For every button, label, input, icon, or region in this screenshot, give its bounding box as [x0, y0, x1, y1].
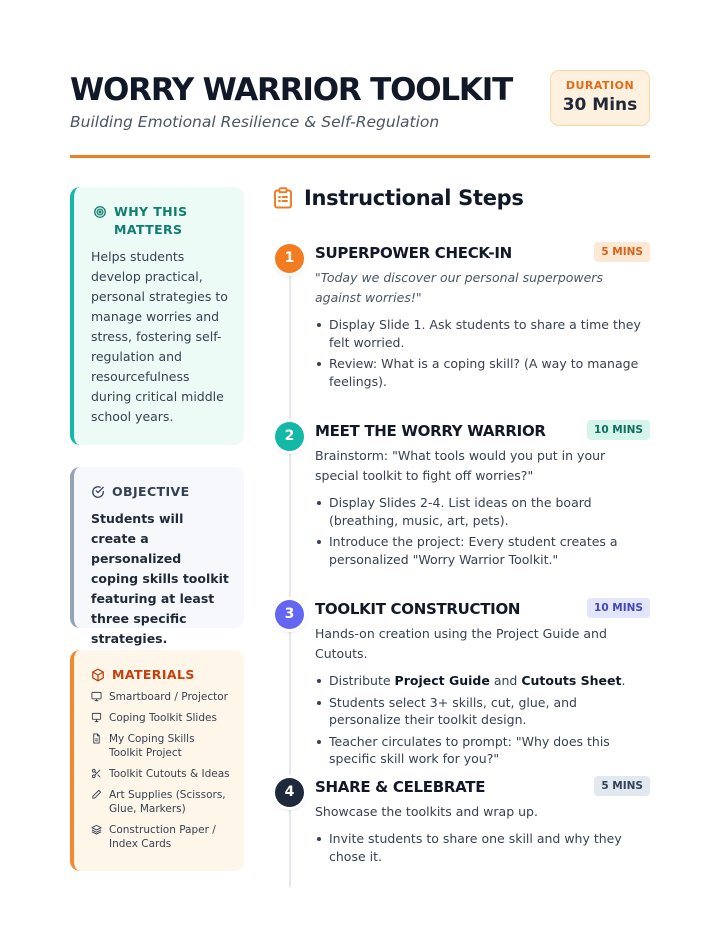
why-this-matters-card	[70, 187, 244, 445]
objective-body: Students will create a personalized coping skills toolkit featuring at least three specific strategies.	[91, 511, 229, 646]
check-circle-icon	[91, 485, 105, 499]
step-number: 4	[275, 778, 304, 807]
step-duration-badge: 5 MINS	[594, 242, 650, 262]
page-title: WORRY WARRIOR TOOLKIT	[70, 72, 513, 108]
layers-icon	[91, 824, 102, 835]
material-item	[91, 711, 230, 725]
step-body	[315, 446, 645, 572]
step-title: SUPERPOWER CHECK-IN	[315, 244, 512, 262]
step-bullet: Introduce the project: Every student creates a personalized "Worry Warrior Toolkit."	[315, 533, 645, 568]
step-duration-badge: 10 MINS	[587, 420, 650, 440]
step-number: 1	[275, 244, 304, 273]
box-icon	[91, 668, 105, 682]
bullet-text: .	[621, 673, 626, 688]
material-label: Toolkit Cutouts & Ideas	[109, 768, 230, 780]
step-intro: Brainstorm: "What tools would you put in your special toolkit to fight off worries?"	[315, 448, 606, 483]
materials-list	[91, 690, 230, 851]
objective-heading-row	[91, 483, 230, 501]
step-bullet: Display Slide 1. Ask students to share a time they felt worried.	[315, 316, 645, 351]
step-bullet: Display Slides 2-4. List ideas on the board (breathing, music, art, pets).	[315, 494, 645, 529]
step-bullet: Students select 3+ skills, cut, glue, and personalize their toolkit design.	[315, 694, 645, 729]
material-label: My Coping Skills Toolkit Project	[109, 733, 195, 759]
material-label: Art Supplies (Scissors, Glue, Markers)	[109, 789, 226, 815]
step-title: SHARE & CELEBRATE	[315, 778, 486, 796]
step-title: TOOLKIT CONSTRUCTION	[315, 600, 521, 618]
bullet-text: Distribute	[329, 673, 395, 688]
material-item	[91, 690, 230, 704]
material-item	[91, 788, 230, 816]
step-1	[275, 244, 650, 394]
material-label: Construction Paper / Index Cards	[109, 824, 216, 850]
pencil-icon	[91, 789, 102, 800]
step-body	[315, 268, 645, 394]
step-4	[275, 778, 650, 878]
step-body	[315, 802, 645, 869]
step-title: MEET THE WORRY WARRIOR	[315, 422, 546, 440]
material-item	[91, 767, 230, 781]
step-3	[275, 600, 650, 766]
step-bullet	[315, 672, 645, 690]
step-bullet: Teacher circulates to prompt: "Why does this specific skill work for you?"	[315, 733, 645, 768]
material-label: Coping Toolkit Slides	[109, 712, 217, 724]
target-icon	[93, 205, 107, 219]
step-quote: "Today we discover our personal superpowers against worries!"	[315, 270, 603, 305]
why-heading-row	[93, 203, 230, 239]
duration-badge	[550, 70, 650, 126]
monitor-icon	[91, 691, 102, 702]
presentation-icon	[91, 712, 102, 723]
why-body: Helps students develop practical, personal strategies to manage worries and stress, fostering self-regulation and resourcefulness during critical middle school years.	[91, 249, 228, 424]
steps-heading-row	[273, 186, 524, 210]
step-intro: Hands-on creation using the Project Guide and Cutouts.	[315, 626, 607, 661]
step-body	[315, 624, 645, 772]
step-bullets	[315, 672, 645, 768]
step-intro: Showcase the toolkits and wrap up.	[315, 804, 538, 819]
clipboard-icon	[273, 187, 293, 209]
project-guide-text: Project Guide	[394, 673, 490, 688]
objective-card	[70, 467, 244, 646]
step-duration-badge: 5 MINS	[594, 776, 650, 796]
step-bullets	[315, 316, 645, 390]
duration-label: DURATION	[565, 79, 635, 92]
scissors-icon	[91, 768, 102, 779]
header-divider	[70, 155, 650, 158]
step-number: 3	[275, 600, 304, 629]
steps-heading: Instructional Steps	[304, 186, 524, 210]
step-bullets	[315, 494, 645, 568]
material-item	[91, 823, 230, 851]
step-bullet: Review: What is a coping skill? (A way to manage feelings).	[315, 355, 645, 390]
step-bullet: Invite students to share one skill and why they chose it.	[315, 830, 645, 865]
material-label: Smartboard / Projector	[109, 691, 228, 703]
materials-heading-row	[91, 666, 230, 684]
header	[70, 70, 650, 158]
materials-heading: MATERIALS	[112, 667, 195, 682]
step-bullets	[315, 830, 645, 865]
why-heading: WHY THIS MATTERS	[114, 204, 188, 237]
cutouts-sheet-text: Cutouts Sheet	[521, 673, 622, 688]
bullet-text: and	[489, 673, 522, 688]
step-number: 2	[275, 422, 304, 451]
materials-card	[70, 650, 244, 871]
document-icon	[91, 733, 102, 744]
page-subtitle: Building Emotional Resilience & Self-Regulation	[70, 113, 440, 131]
duration-value: 30 Mins	[562, 95, 638, 115]
material-item	[91, 732, 230, 760]
step-duration-badge: 10 MINS	[587, 598, 650, 618]
objective-heading: OBJECTIVE	[112, 484, 190, 499]
step-2	[275, 422, 650, 572]
